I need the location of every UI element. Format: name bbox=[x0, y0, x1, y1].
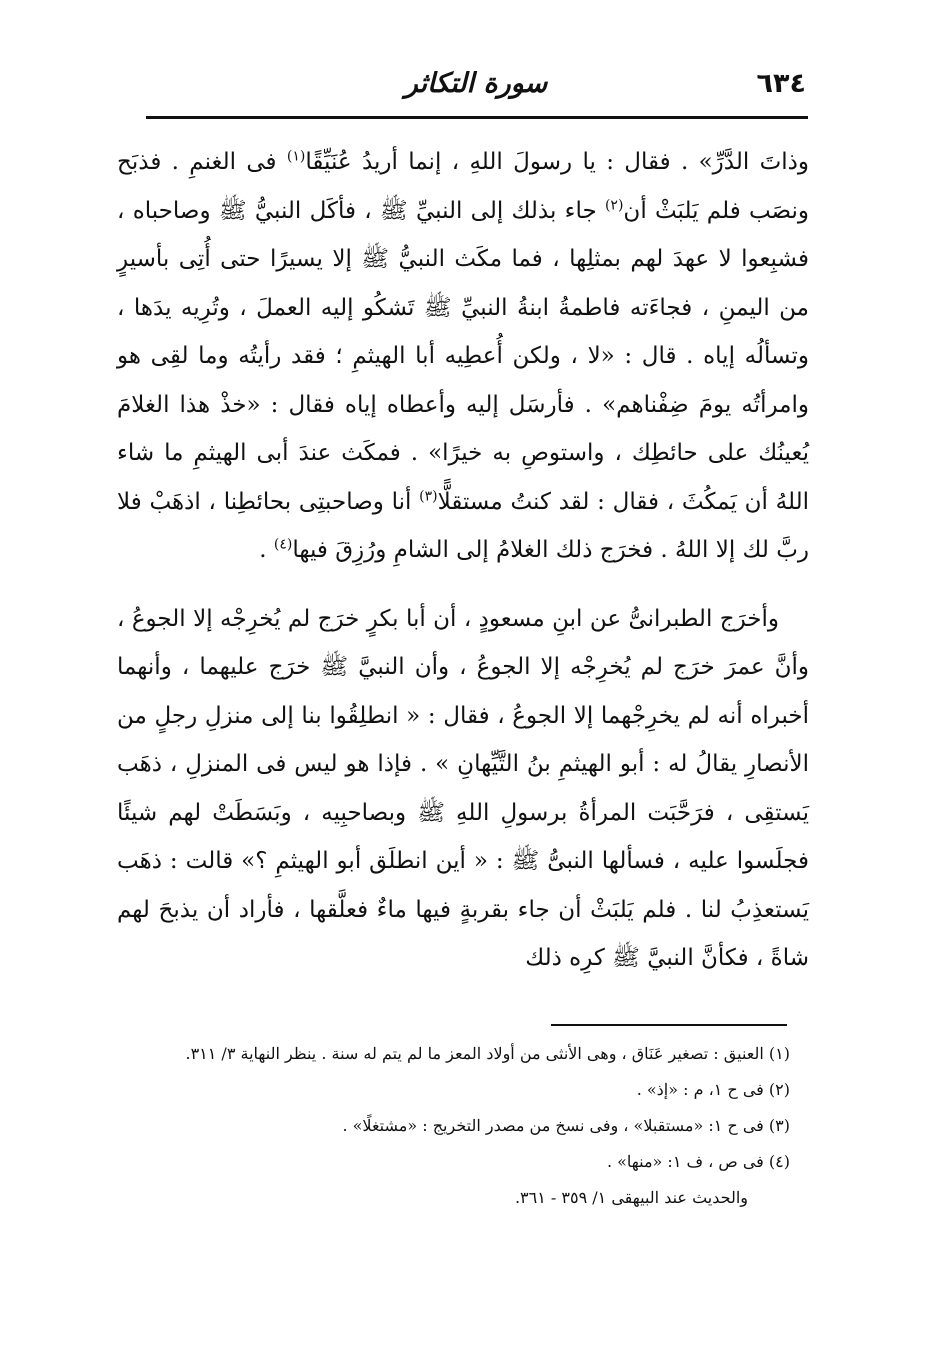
paragraph-1-part-5: . bbox=[259, 537, 274, 563]
footnote-3: (٣) فى ح ١: «مستقبلا» ، وفى نسخ من مصدر التخريج : «مشتغلًا» . bbox=[342, 1116, 790, 1135]
footnote-marker-3: (٣) bbox=[419, 487, 438, 504]
footnote-marker-4: (٤) bbox=[273, 536, 293, 553]
paragraph-1 bbox=[117, 138, 809, 575]
footnote-marker-1: (١) bbox=[286, 148, 306, 165]
paragraph-2: وأخرَج الطبرانىُّ عن ابنِ مسعودٍ ، أن أبا بكرٍ خرَج لم يُخرِجْه إلا الجوعُ ، وأنَّ عمرَ خرَج لم يُخرِجْه إلا الجوعُ ، وأن النبيَّ ﷺ خرَج عليهما ، وأنهما أخبراه أنه لم يخرِجْهما إلا الجوعُ ، فقال : « انطلِقُوا بنا إلى منزلِ رجلٍ من الأنصارِ يقالُ له : أبو الهيثمِ بنُ التَّيِّهانِ » . فإذا هو ليس فى المنزلِ ، ذهَب يَستقِى ، فرَحَّبَت المرأةُ برسولِ اللهِ ﷺ وبصاحبِيه ، وبَسَطَتْ لهم شيئًا فجلَسوا عليه ، فسألها النبىُّ ﷺ : « أين انطلَق أبو الهيثمِ ؟» قالت : ذهَب يَستعذِبُ لنا . فلم يَلبَثْ أن جاء بقربةٍ فيها ماءٌ فعلَّقها ، فأراد أن يذبحَ لهم شاةً ، فكأنَّ النبيَّ ﷺ كرِه ذلك bbox=[117, 605, 810, 971]
paragraph-1-part-2: فى الغنمِ . فذبَح ونصَب فلم يَلبَثْ أن bbox=[117, 149, 809, 224]
header-rule bbox=[146, 116, 808, 119]
footnote-4: (٤) فى ص ، ف ١: «منها» . bbox=[606, 1152, 790, 1171]
footnote-marker-2: (٢) bbox=[604, 196, 624, 213]
footnote-rule bbox=[551, 1024, 787, 1026]
paragraph-1-part-1: وذاتَ الدَّرِّ» . فقال : يا رسولَ اللهِ ، إنما أريدُ عُنَيِّقًا bbox=[305, 149, 809, 175]
paragraph-1-part-3: جاء بذلك إلى النبيِّ ﷺ ، فأكَل النبيُّ ﷺ وصاحباه ، فشبِعوا لا عهدَ لهم بمثلِها ، فما مكَث النبيُّ ﷺ إلا يسيرًا حتى أُتِى بأسيرٍ من اليمنِ ، فجاءَته فاطمةُ ابنةُ النبيِّ ﷺ تَشكُو إليه العملَ ، وتُرِيه يدَها ، وتسألُه إياه . قال : «لا ، ولكن أُعطِيه أبا الهيثمِ ؛ فقد رأيتُه وما لقِى هو وامرأتُه يومَ ضِفْناهم» . فأرسَل إليه وأعطاه إياه فقال : «خذْ هذا الغلامَ يُعينُك على حائطِك ، واستوصِ به خيرًا» . فمكَث عندَ أبى الهيثمِ ما شاء اللهُ أن يَمكُثَ ، فقال : لقد كنتُ مستقلًّا bbox=[117, 197, 809, 515]
footnote-1: (١) العنيق : تصغير عَنَاق ، وهى الأنثى من أولاد المعز ما لم يتم له سنة . ينظر النهاية ٣/ ٣١١. bbox=[185, 1044, 790, 1063]
footnote-2: (٢) فى ح ١، م : «إذ» . bbox=[636, 1080, 790, 1099]
main-text bbox=[117, 138, 809, 983]
footnote-hadith-reference: والحديث عند البيهقى ١/ ٣٥٩ - ٣٦١. bbox=[514, 1188, 748, 1207]
page-header bbox=[146, 62, 806, 112]
page-number: ٦٣٤ bbox=[756, 68, 806, 99]
footnotes bbox=[130, 1036, 790, 1216]
paragraph-1-part-4: أنا وصاحبتِى بحائطِنا ، اذهَبْ فلا ربَّ لك إلا اللهُ . فخرَج ذلك الغلامُ إلى الشامِ ورُزِقَ فيها bbox=[117, 488, 809, 563]
surah-title: سورة التكاثر bbox=[404, 68, 548, 99]
